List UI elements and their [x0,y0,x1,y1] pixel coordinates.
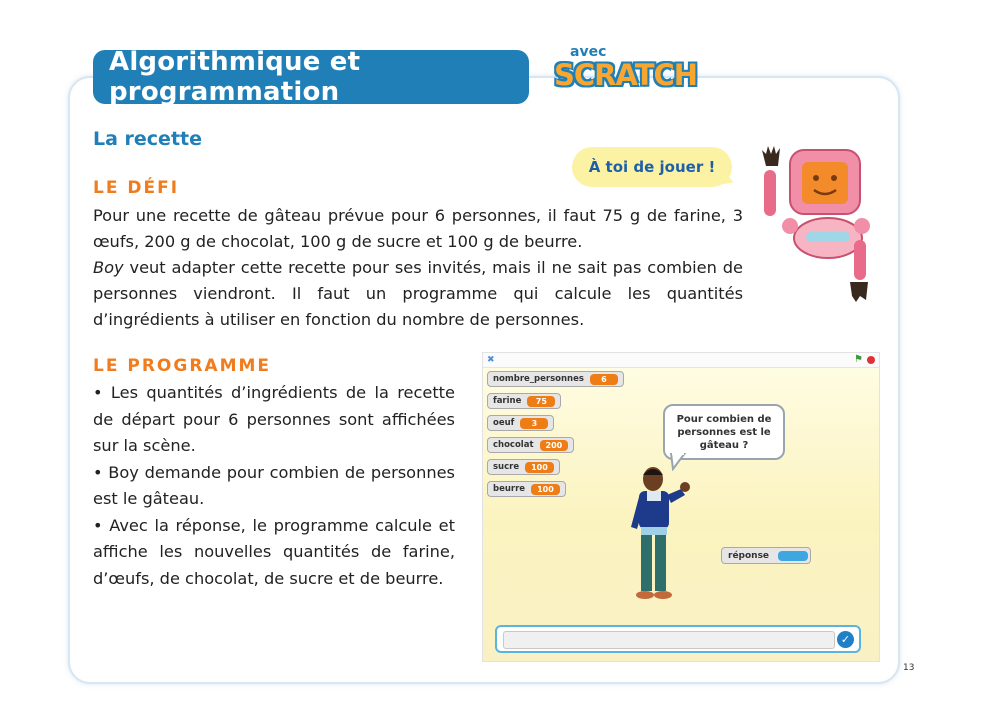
defi-boy: Boy [93,258,124,277]
variable-value: 3 [520,418,548,429]
variable-value: 100 [525,462,554,473]
variable-value: 6 [590,374,618,385]
variable-monitor-beurre [487,481,566,497]
green-flag-icon[interactable]: ⚑ [854,354,863,365]
programme-title: LE PROGRAMME [93,356,272,376]
reponse-monitor [721,547,811,564]
defi-title: LE DÉFI [93,178,180,198]
speech-bubble: Pour combien de personnes est le gâteau ? [663,404,785,460]
variable-name: nombre_personnes [493,374,584,384]
variable-name: sucre [493,462,520,472]
programme-bullet2 [93,460,455,513]
variable-name: oeuf [493,418,515,428]
variable-monitor-nombre-personnes [487,371,624,387]
variable-name: chocolat [493,440,534,450]
variable-value: 100 [531,484,560,495]
page-title: Algorithmique et programmation [93,50,529,104]
logo-scratch: SCRATCH [554,58,698,92]
variable-monitor-oeuf [487,415,554,431]
variable-monitor-sucre [487,459,560,475]
variable-monitor-farine [487,393,561,409]
scratch-logo [548,44,698,102]
boy-sprite [623,465,695,605]
check-icon[interactable]: ✓ [837,631,854,648]
robot-illustration [750,142,882,312]
challenge-bubble: À toi de jouer ! [572,147,732,187]
variable-name: farine [493,396,522,406]
scratch-stage [482,352,880,662]
page-number: 13 [903,663,915,673]
variable-value: 75 [527,396,555,407]
logo-avec: avec [570,44,607,60]
variable-name: beurre [493,484,526,494]
answer-input[interactable] [503,631,835,649]
bullet2-rest: demande pour combien de personnes est le gâteau. [93,462,455,508]
variable-monitor-chocolat [487,437,574,453]
defi-line2-rest: veut adapter cette recette pour ses invités, mais il ne sait pas combien de personnes viendront. Il faut un programme qui calcule les quantités d’ingrédients à utiliser en fonction du nombre de personnes. [93,258,743,329]
programme-bullet3: • Avec la réponse, le programme calcule et affiche les nouvelles quantités de farine, d’œufs, de chocolat, de sucre et de beurre. [93,515,455,588]
reponse-value [778,551,808,561]
stage-toolbar [483,353,879,368]
bullet2-prefix: • [93,462,109,482]
defi-text [93,203,743,333]
defi-line1: Pour une recette de gâteau prévue pour 6 personnes, il faut 75 g de farine, 3 œufs, 200 g de chocolat, 100 g de sucre et 100 g de beurre. [93,206,743,251]
subtitle: La recette [93,128,202,150]
programme-text [93,380,455,592]
fullscreen-icon[interactable]: ✖ [487,355,495,365]
defi-line2 [93,255,743,333]
variable-value: 200 [540,440,569,451]
programme-bullet1: • Les quantités d’ingrédients de la recette de départ pour 6 personnes sont affichées sur la scène. [93,383,455,455]
programme-boy: Boy [108,462,139,482]
stop-icon[interactable] [867,356,875,364]
ask-answer-box [495,625,861,653]
reponse-label: réponse [728,550,770,561]
